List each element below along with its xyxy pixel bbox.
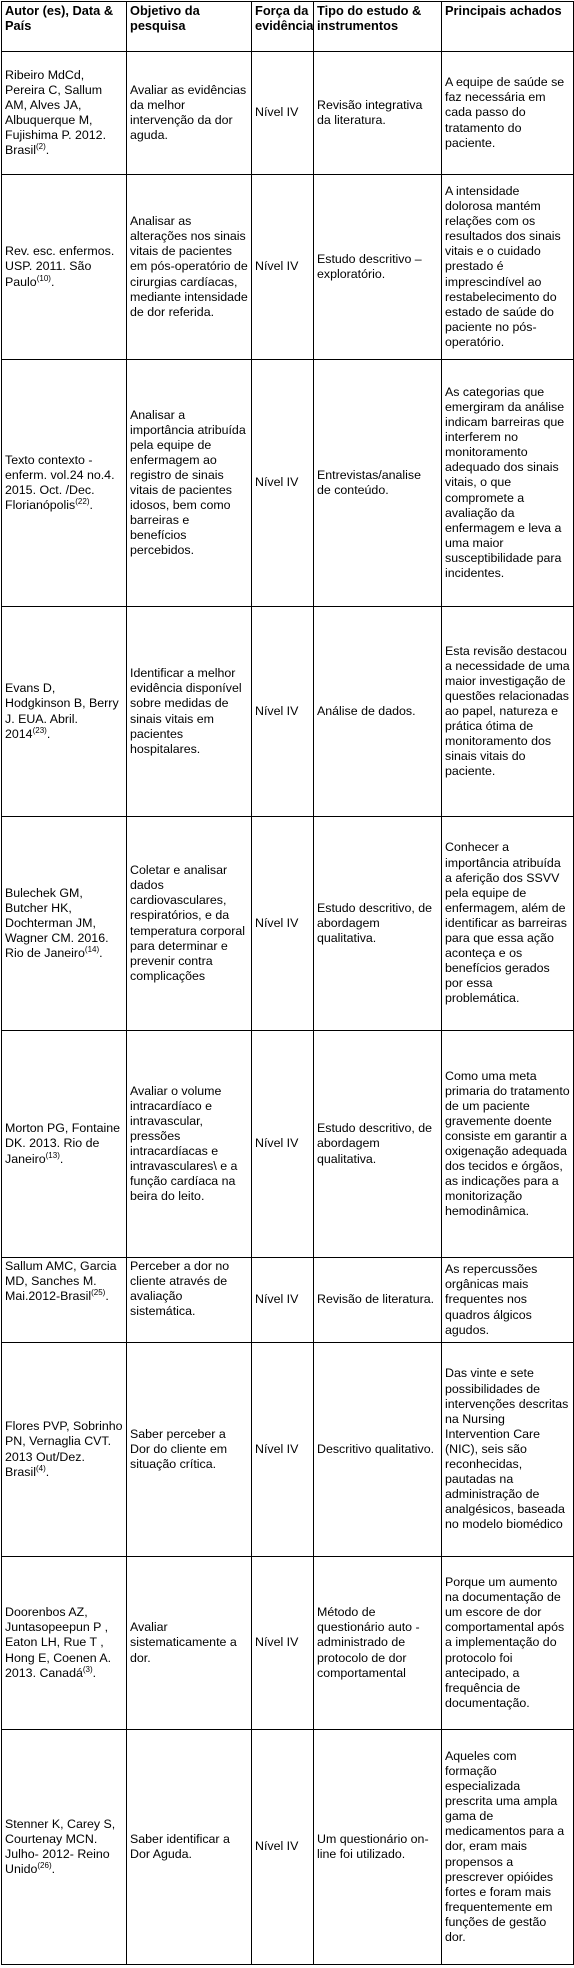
objective-cell: Avaliar o volume intracardíaco e intravascular, pressões intracardíacas e intravasculares\ e a função cardíaca na beira do leito. <box>127 1031 252 1258</box>
reference-number: (25) <box>91 1288 106 1298</box>
findings-cell: A equipe de saúde se faz necessária em cada passo do tratamento do paciente. <box>442 52 574 175</box>
reference-number: (13) <box>45 1150 60 1160</box>
author-cell <box>2 1031 127 1258</box>
header-objective: Objetivo da pesquisa <box>127 2 252 52</box>
author-text: Evans D, Hodgkinson B, Berry J. EUA. Abril. 2014 <box>5 681 119 741</box>
evidence-level-cell: Nível IV <box>252 1258 314 1343</box>
author-suffix: . <box>46 726 51 741</box>
author-cell <box>2 52 127 175</box>
author-suffix: . <box>59 1151 64 1166</box>
header-study-type: Tipo do estudo & instrumentos <box>314 2 442 52</box>
findings-cell: Porque um aumento na documentação de um escore de dor comportamental após a implementação do protocolo foi antecipado, a frequência de documentação. <box>442 1557 574 1730</box>
evidence-level-cell: Nível IV <box>252 1557 314 1730</box>
evidence-level-cell: Nível IV <box>252 52 314 175</box>
reference-number: (14) <box>84 945 100 955</box>
author-text: Sallum AMC, Garcia MD, Sanches M. Mai.2012-Brasil <box>5 1259 117 1304</box>
reference-number: (4) <box>35 1463 46 1473</box>
findings-cell: As repercussões orgânicas mais frequentes nos quadros álgicos agudos. <box>442 1258 574 1343</box>
evidence-level-cell: Nível IV <box>252 817 314 1031</box>
findings-cell: Aqueles com formação especializada prescrita uma ampla gama de medicamentos para a dor, eram mais propensos a prescrever opióides fortes e foram mais frequentemente em funções de gestão dor. <box>442 1730 574 1965</box>
objective-cell: Analisar a importância atribuída pela equipe de enfermagem ao registro de sinais vitais de pacientes idosos, bem como barreiras e benefícios percebidos. <box>127 360 252 607</box>
findings-cell: A intensidade dolorosa mantém relações com os resultados dos sinais vitais e o cuidado prestado é imprescindível ao restabelecimento do estado de saúde do paciente no pós-operatório. <box>442 175 574 360</box>
author-suffix: . <box>51 1862 56 1877</box>
objective-cell: Analisar as alterações nos sinais vitais de pacientes em pós-operatório de cirurgias cardíacas, mediante intensidade de dor referida. <box>127 175 252 360</box>
reference-number: (3) <box>82 1664 93 1674</box>
author-text: Ribeiro MdCd, Pereira C, Sallum AM, Alves JA, Albuquerque M, Fujishima P. 2012. Brasil <box>5 67 107 158</box>
objective-cell: Avaliar sistematicamente a dor. <box>127 1557 252 1730</box>
evidence-level-cell: Nível IV <box>252 607 314 817</box>
author-suffix: . <box>92 1665 97 1680</box>
study-type-cell: Estudo descritivo, de abordagem qualitativa. <box>314 1031 442 1258</box>
reference-number: (23) <box>32 725 47 735</box>
author-cell <box>2 817 127 1031</box>
author-text: Morton PG, Fontaine DK. 2013. Rio de Janeiro <box>5 1121 121 1166</box>
findings-cell: Como uma meta primaria do tratamento de um paciente gravemente doente consiste em garantir a oxigenação adequada dos tecidos e órgãos, as indicações para a monitorização hemodinâmica. <box>442 1031 574 1258</box>
table-row <box>2 175 574 360</box>
author-suffix: . <box>45 143 50 158</box>
header-findings: Principais achados <box>442 2 574 52</box>
evidence-level-cell: Nível IV <box>252 175 314 360</box>
author-cell <box>2 1730 127 1965</box>
author-suffix: . <box>105 1289 109 1304</box>
author-text: Rev. esc. enfermos. USP. 2011. São Paulo <box>5 244 115 289</box>
objective-cell: Saber identificar a Dor Aguda. <box>127 1730 252 1965</box>
table-row <box>2 817 574 1031</box>
author-text: Flores PVP, Sobrinho PN, Vernaglia CVT. 2013 Out/Dez. Brasil <box>5 1419 123 1479</box>
table-row <box>2 1258 574 1343</box>
author-cell <box>2 1258 127 1343</box>
evidence-level-cell: Nível IV <box>252 360 314 607</box>
author-suffix: . <box>50 274 55 289</box>
findings-cell: Conhecer a importância atribuída a aferição dos SSVV pela equipe de enfermagem, além de identificar as barreiras para que essa ação aconteça e os benefícios gerados por essa problemática. <box>442 817 574 1031</box>
author-cell <box>2 1557 127 1730</box>
study-type-cell: Um questionário on-line foi utilizado. <box>314 1730 442 1965</box>
study-type-cell: Método de questionário auto - administrado de protocolo de dor comportamental <box>314 1557 442 1730</box>
header-author: Autor (es), Data & País <box>2 2 127 52</box>
findings-cell: Esta revisão destacou a necessidade de uma maior investigação de questões relacionadas ao papel, natureza e prática ótima de monitoramento dos sinais vitais do paciente. <box>442 607 574 817</box>
study-type-cell: Revisão de literatura. <box>314 1258 442 1343</box>
reference-number: (26) <box>37 1861 52 1871</box>
study-type-cell: Revisão integrativa da literatura. <box>314 52 442 175</box>
table-header-row <box>2 2 574 52</box>
table-row <box>2 360 574 607</box>
study-type-cell: Estudo descritivo – exploratório. <box>314 175 442 360</box>
table-row <box>2 52 574 175</box>
author-cell <box>2 607 127 817</box>
evidence-level-cell: Nível IV <box>252 1031 314 1258</box>
study-type-cell: Entrevistas/analise de conteúdo. <box>314 360 442 607</box>
reference-number: (2) <box>35 142 46 152</box>
table-row <box>2 1031 574 1258</box>
study-type-cell: Estudo descritivo, de abordagem qualitativa. <box>314 817 442 1031</box>
author-cell <box>2 360 127 607</box>
objective-cell: Coletar e analisar dados cardiovasculares, respiratórios, e da temperatura corporal para determinar e prevenir contra complicações <box>127 817 252 1031</box>
author-cell <box>2 175 127 360</box>
objective-cell: Saber perceber a Dor do cliente em situação crítica. <box>127 1343 252 1557</box>
author-text: Stenner K, Carey S, Courtenay MCN. Julho- 2012- Reino Unido <box>5 1816 116 1877</box>
findings-cell: Das vinte e sete possibilidades de intervenções descritas na Nursing Intervention Care (NIC), seis são reconhecidas, pautadas na administração de analgésicos, baseada no modelo biomédico <box>442 1343 574 1557</box>
reference-number: (10) <box>36 273 51 283</box>
study-type-cell: Análise de dados. <box>314 607 442 817</box>
author-suffix: . <box>45 1464 50 1479</box>
author-text: Texto contexto - enferm. vol.24 no.4. 2015. Oct. /Dec. Florianópolis <box>5 452 115 513</box>
objective-cell: Perceber a dor no cliente através de avaliação sistemática. <box>127 1258 252 1343</box>
objective-cell: Avaliar as evidências da melhor intervenção da dor aguda. <box>127 52 252 175</box>
reference-number: (22) <box>75 497 90 507</box>
table-row <box>2 1343 574 1557</box>
author-suffix: . <box>99 946 103 961</box>
evidence-level-cell: Nível IV <box>252 1730 314 1965</box>
author-suffix: . <box>89 498 93 513</box>
study-type-cell: Descritivo qualitativo. <box>314 1343 442 1557</box>
author-cell <box>2 1343 127 1557</box>
evidence-table <box>1 1 574 1965</box>
evidence-level-cell: Nível IV <box>252 1343 314 1557</box>
table-row <box>2 1557 574 1730</box>
table-row <box>2 607 574 817</box>
author-text: Bulechek GM, Butcher HK, Dochterman JM, Wagner CM. 2016. Rio de Janeiro <box>5 885 109 961</box>
header-evidence-level: Força da evidência <box>252 2 314 52</box>
table-row <box>2 1730 574 1965</box>
findings-cell: As categorias que emergiram da análise indicam barreiras que interferem no monitoramento adequado dos sinais vitais, o que compromete a avaliação da enfermagem e leva a uma maior susceptibilidade para incidentes. <box>442 360 574 607</box>
objective-cell: Identificar a melhor evidência disponível sobre medidas de sinais vitais em pacientes hospitalares. <box>127 607 252 817</box>
author-text: Doorenbos AZ, Juntasopeepun P , Eaton LH, Rue T , Hong E, Coenen A. 2013. Canadá <box>5 1605 112 1680</box>
